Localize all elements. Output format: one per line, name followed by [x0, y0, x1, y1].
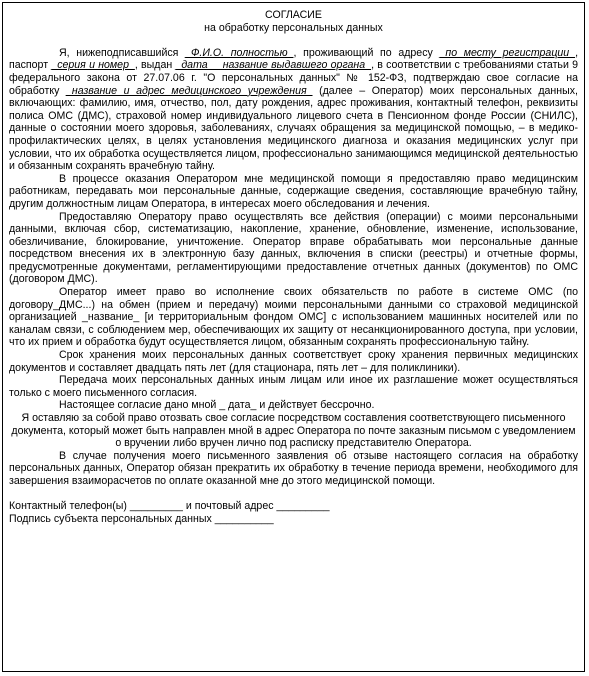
document-title: СОГЛАСИЕ	[265, 9, 322, 21]
spacer	[9, 34, 578, 47]
paragraph-storage-period: Срок хранения моих персональных данных соответствует сроку хранения первичных медицинских документов и составляет двадцать пять лет (для стационара, пять лет – для поликлиники).	[9, 349, 578, 374]
text-run: Я, нижеподписавшийся	[59, 46, 186, 59]
paragraph-data-exchange: Оператор имеет право во исполнение своих обязательств по работе в системе ОМС (по договору_ДМС...) на обмен (прием и передачу) моими персональными данными со страховой медицинской организацией _название_ [и территориальным фондом ОМС] с использованием машинных носителей или по каналам связи, с соблюдением мер, обеспечивающих их защиту от несанкционированного доступа, при условии, что их прием и обработка будут осуществляется лицом, обязанным сохранять профессиональную тайну.	[9, 286, 578, 349]
paragraph-validity: Настоящее согласие дано мной _ дата_ и действует бессрочно.	[59, 399, 375, 412]
text-run: , проживающий по адресу	[293, 46, 440, 59]
field-medical-institution: _название и адрес медицинского учреждения_	[65, 84, 313, 97]
field-passport-number: _серия и номер_	[51, 59, 135, 72]
paragraph-revocation: Я оставляю за собой право отозвать свое согласие посредством составления соответствующего письменного документа, который может быть направлен мной в адрес Оператора по почте заказным письмом с уведомлением о вручении либо вручен лично под расписку представителю Оператора.	[11, 412, 576, 450]
field-address: _по месту регистрации_	[439, 46, 576, 59]
document-subtitle: на обработку персональных данных	[204, 21, 383, 34]
text-run: , паспорт	[9, 46, 579, 72]
paragraph-identity	[9, 47, 578, 173]
paragraph-medical-secrecy: В процессе оказания Оператором мне медицинской помощи я предоставляю право медицинским работникам, передавать мои персональные данные, содержащие сведения, составляющие врачебную тайну, другим должностным лицам Оператора, в интересах моего обследования и лечения.	[9, 172, 578, 210]
paragraph-transfer: Передача моих персональных данных иным лицам или иное их разглашение может осуществляться только с моего письменного согласия.	[9, 374, 578, 399]
paragraph-processing-rights: Предоставляю Оператору право осуществлять все действия (операции) с моими персональными данными, включая сбор, систематизацию, накопление, хранение, обновление, изменение, использование, обезличивание, блокирование, уничтожение. Оператор вправе обрабатывать мои персональные данные посредством внесения их в электронную базу данных, включения в списки (реестры) и отчетные формы, предусмотренные документами, регламентирующими предоставление отчетных данных (документов) по ОМС (договором ДМС).	[9, 210, 578, 286]
field-full-name: _Ф.И.О. полностью_	[185, 46, 294, 59]
paragraph-termination: В случае получения моего письменного заявления об отзыве настоящего согласия на обработку персональных данных, Оператор обязан прекратить их обработку в течение периода времени, необходимого для завершения взаиморасчетов по оплате оказанной мне до этого медицинской помощи.	[9, 449, 578, 487]
contact-line: Контактный телефон(ы) _________ и почтовый адрес _________	[9, 500, 330, 513]
field-issue-date-authority: _дата_ _название выдавшего органа_	[175, 59, 372, 72]
signature-line: Подпись субъекта персональных данных __________	[9, 512, 274, 525]
text-run: , выдан	[134, 59, 176, 72]
text-run: (далее – Оператор) моих персональных данных, включающих: фамилию, имя, отчество, пол, дату рождения, адрес проживания, контактный телефон, реквизиты полиса ОМС (ДМС), страховой номер индивидуального лицевого счета в Пенсионном фонде России (СНИЛС), данные о состоянии моего здоровья, заболеваниях, случаях обращения за медицинской помощью, – в медико-профилактических целях, в целях установления медицинского диагноза и оказания медицинских услуг при условии, что их обработка осуществляется лицом, профессионально занимающимся медицинской деятельностью и обязанным сохранять врачебную тайну.	[9, 84, 578, 173]
consent-document	[2, 2, 585, 672]
spacer	[9, 488, 578, 501]
text-run: , в соответствии с требованиями статьи 9 федерального закона от 27.07.06 г. "О персональных данных" № 152-ФЗ, подтверждаю свое согласие на обработку	[9, 59, 578, 97]
